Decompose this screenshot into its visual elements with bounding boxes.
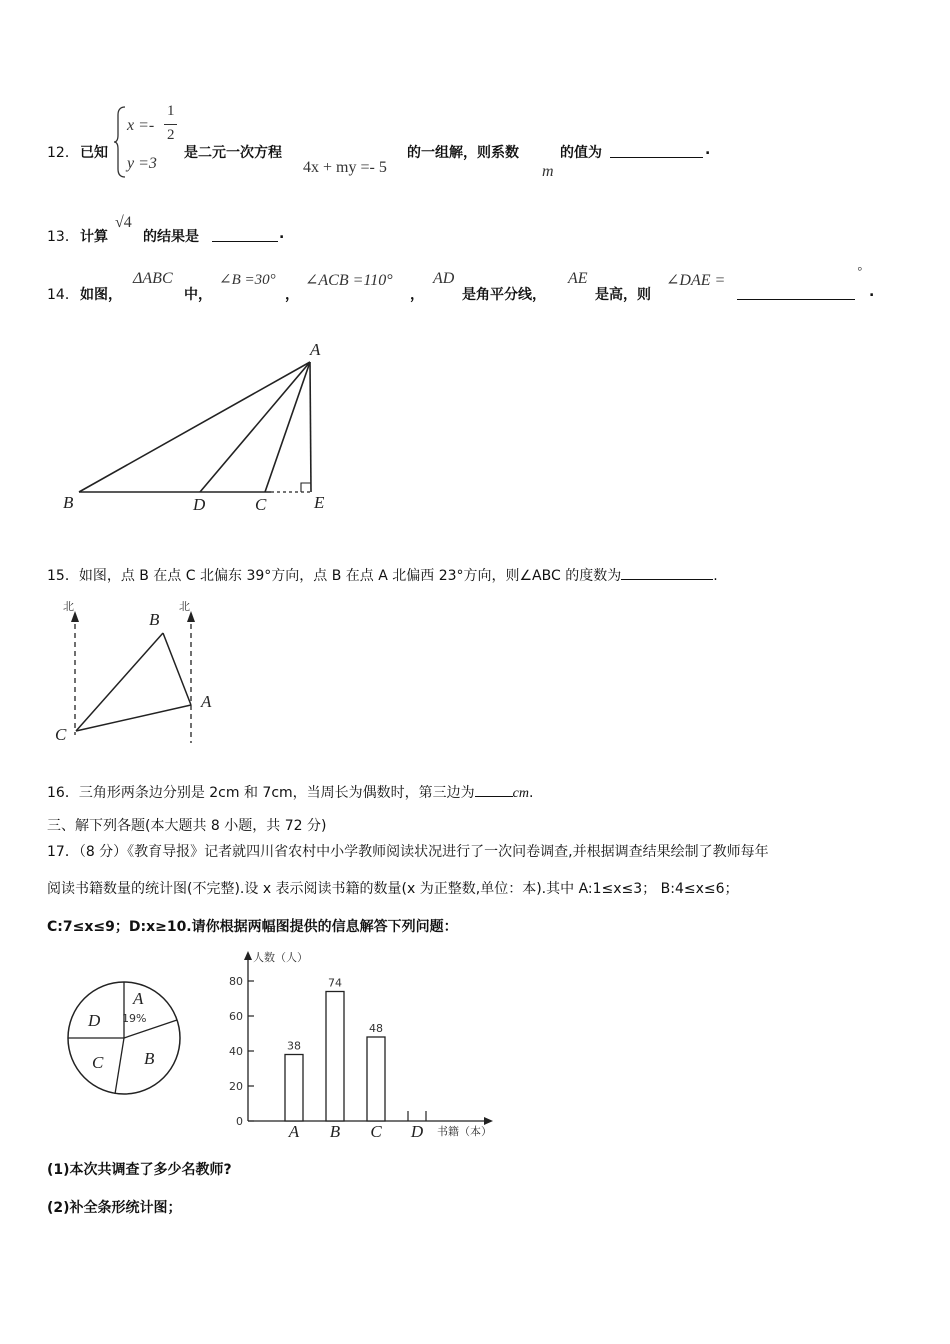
sub-question-1: (1)本次共调查了多少名教师? xyxy=(47,1162,232,1178)
period: . xyxy=(528,785,534,801)
bar-chart xyxy=(215,945,505,1145)
label-b: B xyxy=(149,610,160,629)
label-a: A xyxy=(201,692,212,711)
bar-a xyxy=(285,1055,303,1122)
y-tick-label: 0 xyxy=(236,1115,243,1128)
y-tick-label: 60 xyxy=(229,1010,243,1023)
degree-symbol: ° xyxy=(857,264,862,278)
pie-label-d: D xyxy=(88,1011,101,1030)
category-label-c: C xyxy=(370,1122,382,1141)
period: . xyxy=(279,226,285,242)
y-tick-label: 20 xyxy=(229,1080,243,1093)
q15-text: 15．如图，点 B 在点 C 北偏东 39°方向，点 B 在点 A 北偏西 23°方向，则∠ABC 的度数为 xyxy=(47,568,622,584)
triangle-abc: ΔABC xyxy=(133,270,173,287)
system-y-equation: y =3 xyxy=(127,155,157,172)
question-12 xyxy=(47,103,927,183)
q14-ad-text: 是角平分线， xyxy=(462,287,546,303)
q12-post-text: 的一组解，则系数 xyxy=(407,145,519,161)
angle-dae: ∠DAE = xyxy=(666,272,726,289)
q16-text: 16．三角形两条边分别是 2cm 和 7cm，当周长为偶数时，第三边为 xyxy=(47,785,475,801)
bar-value-label-b: 74 xyxy=(328,976,342,990)
angle-b: ∠B =30° xyxy=(219,272,276,288)
label-d: D xyxy=(193,495,206,514)
answer-blank[interactable] xyxy=(610,143,703,158)
y-tick-label: 40 xyxy=(229,1045,243,1058)
answer-blank[interactable] xyxy=(737,285,855,300)
question-13 xyxy=(47,212,447,245)
q12-tail-text: 的值为 xyxy=(560,145,602,161)
q13-pre-text: 计算 xyxy=(80,229,108,245)
y-axis-label: 人数（人） xyxy=(253,951,308,964)
q14-ae-text: 是高，则 xyxy=(595,287,651,303)
bisector-ad xyxy=(200,362,310,492)
period: . xyxy=(705,142,711,158)
label-b: B xyxy=(63,493,74,512)
angle-acb: ∠ACB =110° xyxy=(305,272,393,289)
y-axis-arrow-icon xyxy=(244,951,252,960)
pie-label-c: C xyxy=(92,1053,104,1072)
fraction-bar xyxy=(164,124,177,125)
x-axis-label: 书籍（本） xyxy=(437,1125,492,1138)
q14-pre-text: 如图， xyxy=(80,287,122,303)
q12-pre-text: 已知 xyxy=(80,145,108,161)
variable-m: m xyxy=(542,163,554,180)
answer-blank[interactable] xyxy=(212,227,278,242)
question-number: 14． xyxy=(47,287,79,303)
sub-question-2: (2)补全条形统计图； xyxy=(47,1200,182,1216)
right-angle-mark xyxy=(301,483,311,492)
pie-label-b: B xyxy=(144,1049,155,1068)
period: . xyxy=(713,568,718,584)
segment-ad: AD xyxy=(433,270,455,287)
pie-label-a: A xyxy=(133,989,144,1008)
pie-label-a-pct: 19% xyxy=(122,1012,147,1025)
side-ab xyxy=(79,362,310,492)
question-16 xyxy=(47,782,533,802)
altitude-ae xyxy=(310,362,311,492)
period: . xyxy=(869,284,875,300)
fraction-numerator: 1 xyxy=(167,103,175,119)
category-label-a: A xyxy=(288,1122,300,1141)
q14-zhong-text: 中， xyxy=(184,287,212,303)
north-label-c: 北 xyxy=(63,600,74,613)
q17-line-3: C:7≤x≤9；D:x≥10.请你根据两幅图提供的信息解答下列问题： xyxy=(47,919,458,935)
segment-ae: AE xyxy=(568,270,588,287)
question-number: 12． xyxy=(47,145,79,161)
system-brace xyxy=(113,105,127,179)
segment-ba xyxy=(163,633,191,705)
label-e: E xyxy=(314,493,325,512)
label-c: C xyxy=(255,495,267,514)
x-axis-arrow-icon xyxy=(484,1117,493,1125)
side-ac xyxy=(265,362,310,492)
triangle-figure xyxy=(55,335,355,520)
category-label-b: B xyxy=(329,1122,341,1141)
q13-post-text: 的结果是 xyxy=(143,229,199,245)
bearing-figure xyxy=(45,595,235,755)
system-x-equation: x =- xyxy=(127,117,155,134)
y-tick-label: 80 xyxy=(229,975,243,988)
segment-ca xyxy=(76,705,191,731)
answer-blank[interactable] xyxy=(475,782,513,797)
bar-c xyxy=(367,1037,385,1121)
q17-line-2: 阅读书籍数量的统计图(不完整).设 x 表示阅读书籍的数量(x 为正整数,单位：本).其中 A:1≤x≤3； B:4≤x≤6； xyxy=(47,881,739,897)
question-15 xyxy=(47,565,718,585)
equation: 4x + my =- 5 xyxy=(303,159,387,176)
label-a: A xyxy=(310,340,321,359)
bar-value-label-c: 48 xyxy=(369,1022,383,1035)
bar-value-label-a: 38 xyxy=(287,1039,301,1053)
pie-chart xyxy=(60,980,190,1100)
segment-cb xyxy=(76,633,163,731)
sqrt-expression: √4 xyxy=(115,214,132,231)
q17-line-1: 17．（8 分）《教育导报》记者就四川省农村中小学教师阅读状况进行了一次问卷调查,并根据调查结果绘制了教师每年 xyxy=(47,844,769,860)
section-heading: 三、解下列各题(本大题共 8 小题，共 72 分) xyxy=(47,818,327,834)
q12-mid-text: 是二元一次方程 xyxy=(184,145,282,161)
question-14: 14． 如图， ΔABC 中， ∠B =30° ， ∠ACB =110° ， AD 是角平分线， AE 是高，则 ∠DAE = ° . xyxy=(47,264,875,303)
bar-b xyxy=(326,992,344,1122)
pie-divider-bc xyxy=(115,1038,124,1094)
fraction-denominator: 2 xyxy=(167,127,175,143)
label-c: C xyxy=(55,725,67,744)
north-label-a: 北 xyxy=(179,600,190,613)
answer-blank[interactable] xyxy=(621,565,713,580)
question-number: 13． xyxy=(47,229,79,245)
category-label-d: D xyxy=(410,1122,424,1141)
unit-cm: cm xyxy=(512,786,529,801)
